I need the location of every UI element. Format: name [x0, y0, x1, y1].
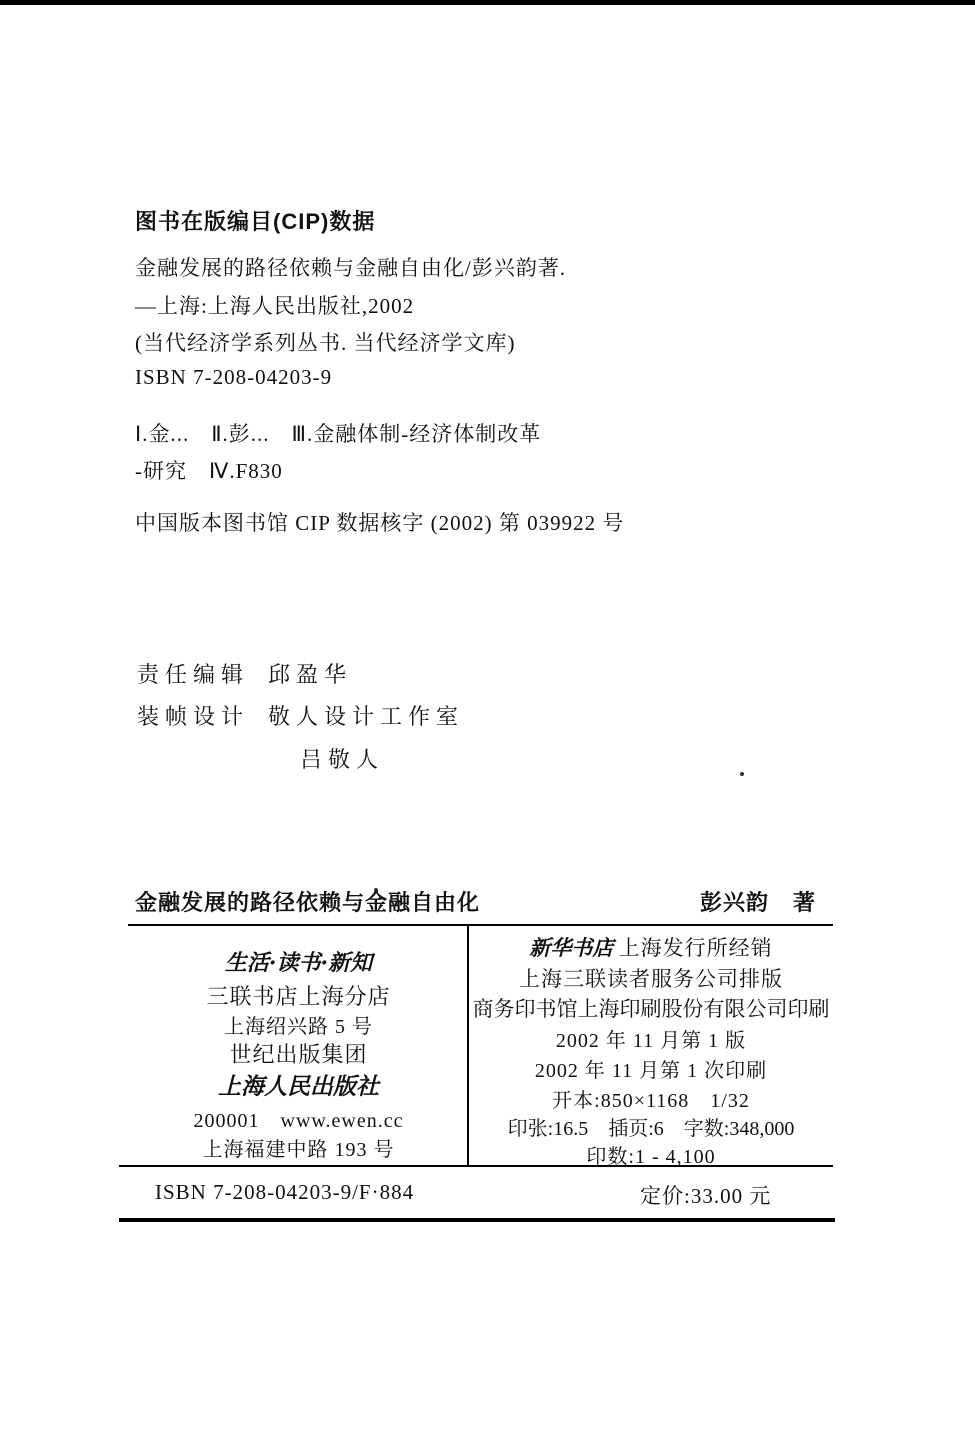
printer-line: 商务印书馆上海印刷股份有限公司印刷 — [472, 997, 830, 1021]
publisher-cell — [130, 924, 467, 1167]
typesetter-line: 上海三联读者服务公司排版 — [519, 967, 783, 991]
scan-edge-artifact — [0, 0, 975, 5]
credit-design-label: 装帧设计 — [137, 704, 250, 729]
publisher-store-address: 上海绍兴路 5 号 — [224, 1016, 373, 1038]
press-name-script: 上海人民出版社 — [218, 1073, 379, 1100]
publishing-group: 世纪出版集团 — [229, 1042, 368, 1067]
credit-editor-label: 责任编辑 — [137, 662, 250, 687]
publisher-store: 三联书店上海分店 — [206, 984, 391, 1009]
impression-line: 2002 年 11 月第 1 次印刷 — [534, 1060, 768, 1082]
isbn-price-price: 定价:33.00 元 — [640, 1184, 772, 1208]
sanlian-logo-script: 生活·读书·新知 — [224, 950, 373, 976]
cip-isbn-line: ISBN 7-208-04203-9 — [135, 365, 333, 389]
xinhua-bookstore-script: 新华书店 — [529, 935, 614, 960]
credit-design-studio: 敬人设计工作室 — [268, 704, 465, 729]
cip-heading: 图书在版编目(CIP)数据 — [135, 209, 376, 234]
cip-registration-line: 中国版本图书馆 CIP 数据核字 (2002) 第 039922 号 — [135, 511, 625, 535]
colophon-book-title: 金融发展的路径依赖与金融自由化 — [135, 890, 481, 915]
sheets-line: 印张:16.5 插页:6 字数:348,000 — [507, 1118, 795, 1140]
cip-publisher-line: —上海:上海人民出版社,2002 — [135, 294, 415, 318]
postcode-website: 200001 www.ewen.cc — [193, 1110, 404, 1132]
distributor-text: 上海发行所经销 — [618, 936, 773, 960]
cip-classification-line-2: -研究 Ⅳ.F830 — [135, 459, 283, 483]
credit-designer-name: 吕敬人 — [300, 747, 385, 772]
edition-line: 2002 年 11 月第 1 版 — [555, 1030, 747, 1052]
colophon-author-suffix: 著 — [793, 890, 817, 915]
credit-editor-name: 邱盈华 — [268, 662, 353, 687]
colophon-author: 彭兴韵 — [700, 890, 770, 915]
print-run-line: 印数:1 - 4,100 — [586, 1146, 716, 1168]
isbn-price-isbn: ISBN 7-208-04203-9/F·884 — [155, 1180, 415, 1204]
cip-series-line: (当代经济学系列丛书. 当代经济学文库) — [135, 331, 516, 355]
cip-classification-line-1: Ⅰ.金... Ⅱ.彭... Ⅲ.金融体制-经济体制改革 — [135, 422, 542, 446]
scan-speck — [740, 772, 744, 776]
cip-title-line: 金融发展的路径依赖与金融自由化/彭兴韵著. — [135, 256, 567, 280]
distributor-line — [469, 932, 833, 962]
printing-cell — [469, 924, 833, 1167]
colophon-bottom-rule — [119, 1218, 835, 1222]
press-address: 上海福建中路 193 号 — [202, 1139, 395, 1161]
format-line: 开本:850×1168 1/32 — [552, 1090, 750, 1112]
